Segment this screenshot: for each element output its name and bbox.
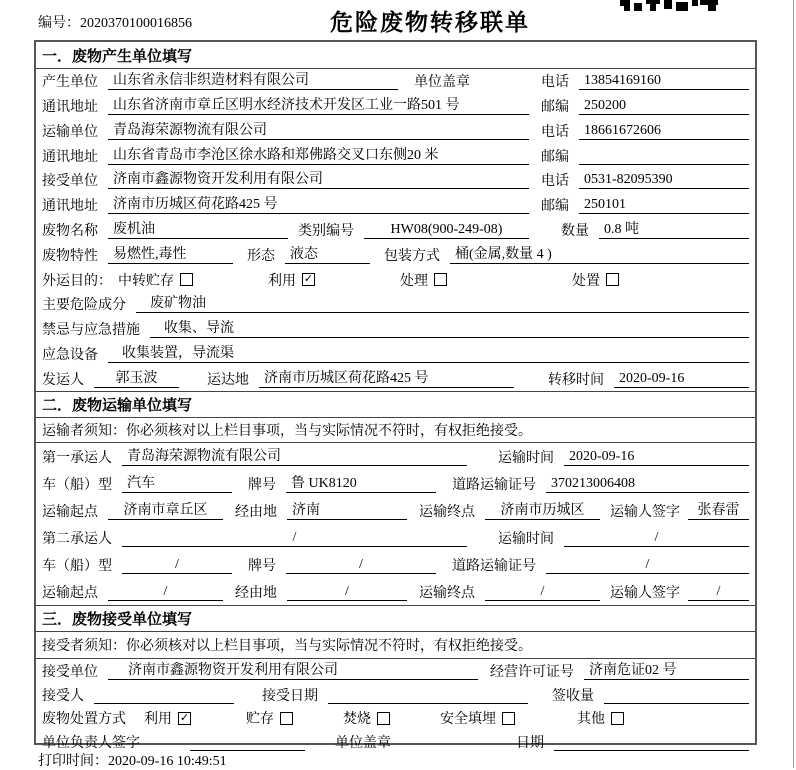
section1-heading: 一．废物产生单位填写 [36,42,755,69]
waste-name-row [36,218,755,243]
recipient-row [36,683,755,707]
carrier2-row [36,524,755,551]
page-right-edge [793,0,794,768]
vehicle1-value: 汽车 [122,475,232,493]
permit2-value: / [546,556,749,574]
carrier2-label: 第二承运人 [42,531,112,547]
notice-text: 你必须核对以上栏目事项，当与实际情况不符时，有权拒绝接受。 [126,639,532,654]
plate2-value: / [286,556,436,574]
packing-label: 包装方式 [384,248,440,264]
serial-number-line [38,12,192,32]
purpose-option-treat [400,270,447,290]
form-label: 形态 [247,248,275,264]
permit2-label: 道路运输证号 [452,558,536,574]
shipper-row [36,366,755,391]
receive-unit-value: 济南市鑫源物资开发利用有限公司 [108,662,478,680]
waste-property-row [36,242,755,267]
vehicle2-row [36,551,755,578]
disposal-option-label: 焚烧 [343,712,371,728]
origin1-label: 运输起点 [42,504,98,520]
producer-value: 山东省永信非织造材料有限公司 [108,72,398,90]
recipient-label: 接受人 [42,688,84,704]
date2-label: 日期 [516,736,544,752]
checkbox-transfer-storage [180,273,193,286]
phone2-value: 18661672606 [579,122,749,140]
receiver-label: 接受单位 [42,174,98,190]
checkbox-utilize: ✓ [303,273,314,285]
serial-label: 编号： [38,16,80,31]
purpose-option-label: 处置 [572,273,600,289]
disposal-option-utilize [144,708,191,728]
transporter-row [36,119,755,144]
purpose-label: 外运目的： [42,273,112,289]
plate2-label: 牌号 [248,558,276,574]
purpose-option-transfer-storage [118,270,193,290]
purpose-option-label: 中转贮存 [118,273,174,289]
transfer-time-value: 2020-09-16 [614,370,749,388]
receive-unit-row [36,659,755,683]
purpose-option-utilize [268,270,315,290]
transporter-label: 运输单位 [42,124,98,140]
end1-label: 运输终点 [419,504,475,520]
phone1-value: 13854169160 [579,72,749,90]
permit-label: 经营许可证号 [490,664,574,680]
zip3-value: 250101 [579,196,749,214]
packing-value: 桶(金属,数量 4 ) [450,246,749,264]
disposal-option-storage [246,708,293,728]
address2-label: 通讯地址 [42,149,98,165]
address3-label: 通讯地址 [42,199,98,215]
destination-label: 运达地 [207,372,249,388]
checkbox-disposal-incinerate [377,712,390,725]
receiver-row [36,168,755,193]
head-sign-value [190,733,305,751]
equipment-row [36,341,755,366]
shipper-label: 发运人 [42,372,84,388]
section3-rows [36,659,755,754]
producer-row [36,69,755,94]
category-value: HW08(900-249-08) [364,221,529,239]
purpose-option-dispose [572,270,619,290]
zip1-value: 250200 [579,97,749,115]
print-time-label: 打印时间： [38,754,108,769]
sign1-label: 运输人签字 [610,504,680,520]
carrier1-row [36,443,755,470]
section3-heading: 三．废物接受单位填写 [36,605,755,632]
disposal-option-other [577,708,624,728]
notice-label: 接受者须知： [42,639,126,654]
notice-text: 你必须核对以上栏目事项，当与实际情况不符时，有权拒绝接受。 [126,424,532,439]
checkbox-disposal-other [611,712,624,725]
phone1-label: 电话 [541,75,569,91]
checkbox-dispose [606,273,619,286]
zip1-label: 邮编 [541,100,569,116]
signed-qty-value [604,686,749,704]
purpose-option-label: 处理 [400,273,428,289]
plate1-value: 鲁 UK8120 [286,475,436,493]
equipment-value: 收集装置，导流渠 [108,345,749,363]
checkbox-treat [434,273,447,286]
receive-date-label: 接受日期 [262,688,318,704]
section2-heading: 二．废物运输单位填写 [36,391,755,418]
route1-row [36,497,755,524]
route2-row [36,578,755,605]
waste-name-value: 废机油 [108,221,288,239]
page-title: 危险废物转移联单 [330,10,530,35]
phone3-label: 电话 [541,174,569,190]
vehicle2-value: / [122,556,232,574]
sign2-label: 运输人签字 [610,585,680,601]
producer-address-row [36,94,755,119]
disposal-option-label: 安全填埋 [440,712,496,728]
address1-label: 通讯地址 [42,100,98,116]
address1-value: 山东省济南市章丘区明水经济技术开发区工业一路501 号 [108,97,529,115]
section3-notice [36,632,755,659]
time1-value: 2020-09-16 [564,448,749,466]
sign2-value: / [688,583,749,601]
taboo-value: 收集、导流 [150,320,749,338]
sign1-value: 张春雷 [688,502,749,520]
property-value: 易燃性,毒性 [108,246,233,264]
section2-rows [36,443,755,605]
purpose-option-label: 利用 [268,273,296,289]
address2-value: 山东省青岛市李沧区徐水路和郑佛路交叉口东侧20 米 [108,147,529,165]
hazard-label: 主要危险成分 [42,298,126,314]
category-label: 类别编号 [298,223,354,239]
plate1-label: 牌号 [248,477,276,493]
waste-name-label: 废物名称 [42,223,98,239]
hazard-value: 废矿物油 [136,295,749,313]
receiver-value: 济南市鑫源物资开发利用有限公司 [108,171,529,189]
unit-seal-label: 单位盖章 [335,736,391,752]
form-value: 液态 [285,246,370,264]
vehicle2-label: 车（船）型 [42,558,112,574]
section2-notice [36,418,755,443]
serial-value: 2020370100016856 [80,16,192,31]
end2-value: / [485,583,600,601]
quantity-value: 0.8 吨 [599,221,749,239]
seal-label: 单位盖章 [414,75,470,91]
end2-label: 运输终点 [419,585,475,601]
address3-value: 济南市历城区荷花路425 号 [108,196,529,214]
section1-rows [36,69,755,391]
disposal-option-label: 利用 [144,712,172,728]
checkbox-disposal-utilize: ✓ [179,711,190,724]
carrier2-value: / [122,529,467,547]
taboo-row [36,317,755,342]
zip2-value [579,147,749,165]
origin1-value: 济南市章丘区 [108,502,223,520]
signed-qty-label: 签收量 [552,688,594,704]
via1-label: 经由地 [235,504,277,520]
notice-label: 运输者须知： [42,424,126,439]
receive-date-value [328,686,528,704]
producer-label: 产生单位 [42,75,98,91]
receive-unit-label: 接受单位 [42,664,98,680]
zip2-label: 邮编 [541,149,569,165]
vehicle1-label: 车（船）型 [42,477,112,493]
carrier1-label: 第一承运人 [42,450,112,466]
phone3-value: 0531-82095390 [579,171,749,189]
purpose-row [36,267,755,292]
checkbox-disposal-storage [280,712,293,725]
recipient-value [94,686,234,704]
transfer-time-label: 转移时间 [548,372,604,388]
manifest-form [34,40,757,752]
disposal-option-label: 贮存 [246,712,274,728]
transporter-address-row [36,143,755,168]
carrier1-value: 青岛海荣源物流有限公司 [122,448,467,466]
permit-value: 济南危证02 号 [584,662,749,680]
quantity-label: 数量 [561,223,589,239]
end1-value: 济南市历城区 [485,502,600,520]
via1-value: 济南 [287,502,407,520]
origin2-label: 运输起点 [42,585,98,601]
receiver-address-row [36,193,755,218]
disposal-option-incinerate [343,708,390,728]
permit1-label: 道路运输证号 [452,477,536,493]
time1-label: 运输时间 [498,450,554,466]
print-time-value: 2020-09-16 10:49:51 [108,754,227,769]
vehicle1-row [36,470,755,497]
time2-value: / [564,529,749,547]
transporter-value: 青岛海荣源物流有限公司 [108,122,529,140]
date2-value [554,733,749,751]
disposal-label: 废物处置方式 [42,712,126,728]
property-label: 废物特性 [42,248,98,264]
print-time-line [38,750,227,770]
via2-label: 经由地 [235,585,277,601]
zip3-label: 邮编 [541,199,569,215]
hazard-row [36,292,755,317]
taboo-label: 禁忌与应急措施 [42,323,140,339]
via2-value: / [287,583,407,601]
destination-value: 济南市历城区荷花路425 号 [259,370,514,388]
shipper-value: 郭玉波 [94,370,179,388]
disposal-option-landfill [440,708,515,728]
equipment-label: 应急设备 [42,347,98,363]
time2-label: 运输时间 [498,531,554,547]
qr-code-icon [620,0,724,13]
checkbox-disposal-landfill [502,712,515,725]
disposal-row [36,707,755,731]
phone2-label: 电话 [541,124,569,140]
permit1-value: 370213006408 [546,475,749,493]
disposal-option-label: 其他 [577,712,605,728]
head-sign-label: 单位负责人签字 [42,736,140,752]
origin2-value: / [108,583,223,601]
